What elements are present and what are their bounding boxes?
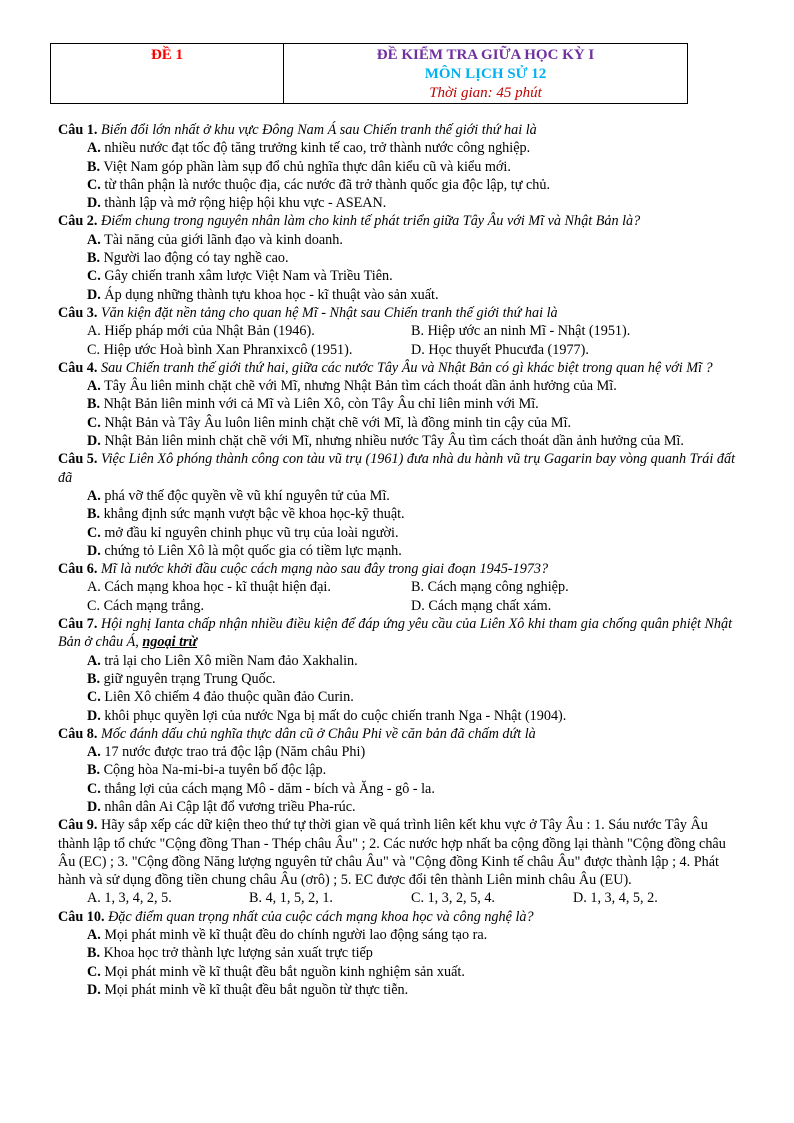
question-number: Câu 5.	[58, 451, 98, 468]
question-stem: Việc Liên Xô phóng thành công con tàu vũ trụ (1961) đưa nhà du hành vũ trụ Gagarin bay vòng quanh Trái đất đã	[58, 451, 736, 486]
option-c: C. Hiệp ước Hoà bình Xan Phranxixcô (1951).	[87, 341, 353, 358]
option-a: A. nhiều nước đạt tốc độ tăng trưởng kinh tế cao, trở thành nước công nghiệp.	[87, 140, 531, 157]
question-stem: Hãy sắp xếp các dữ kiện theo thứ tự thời gian về quá trình liên kết khu vực ở Tây Âu : 1. Sáu nước Tây Âu thành lập tổ chức "Cộng đồng Than - Thép châu Âu" ; 2. Các nước hợp nhất ba cộng đồng lại thành "Cộng đồng châu Âu (EC) ; 3. "Cộng đồng Năng lượng nguyên tử châu Âu" và "Cộng đồng Kinh tế châu Âu" được thành lập ; 4. Phát hành và sử dụng đồng tiền chung châu Âu (ơrô) ; 5. EC được đổi tên thành Liên minh châu Âu (EU).	[58, 817, 726, 889]
question-stem: Sau Chiến tranh thế giới thứ hai, giữa các nước Tây Âu và Nhật Bản có gì khác biệt trong quan hệ với Mĩ ?	[100, 359, 713, 376]
question-number: Câu 2.	[58, 213, 98, 230]
option-b: B. Nhật Bản liên minh với cả Mĩ và Liên Xô, còn Tây Âu chỉ liên minh với Mĩ.	[87, 396, 539, 413]
option-a: A. Cách mạng khoa học - kĩ thuật hiện đại.	[87, 579, 331, 596]
question-number: Câu 7.	[58, 616, 98, 633]
question-number: Câu 8.	[58, 725, 98, 742]
exam-duration: Thời gian: 45 phút	[429, 85, 542, 101]
option-c: C. Liên Xô chiếm 4 đảo thuộc quần đảo Curin.	[87, 689, 354, 706]
option-d: D. thành lập và mở rộng hiệp hội khu vực - ASEAN.	[87, 195, 387, 212]
option-c: C. Nhật Bản và Tây Âu luôn liên minh chặt chẽ với Mĩ, là đồng minh tin cậy của Mĩ.	[87, 414, 572, 431]
exam-title-block	[284, 44, 687, 103]
option-row	[58, 578, 738, 596]
question-5	[58, 450, 738, 487]
option-c: C. Mọi phát minh về kĩ thuật đều bắt nguồn kinh nghiệm sản xuất.	[87, 963, 465, 980]
option-a: A. Tài năng của giới lãnh đạo và kinh doanh.	[87, 231, 343, 248]
question-number: Câu 9.	[58, 817, 98, 834]
option-d: D. Mọi phát minh về kĩ thuật đều bắt nguồn từ thực tiễn.	[87, 981, 409, 998]
option-d: D. Học thuyết Phucưđa (1977).	[411, 341, 589, 358]
option-c: C. thắng lợi của cách mạng Mô - dăm - bích và Ăng - gô - la.	[87, 780, 435, 797]
question-stem: Điểm chung trong nguyên nhân làm cho kinh tế phát triển giữa Tây Âu với Mĩ và Nhật Bản là?	[100, 213, 641, 230]
option-b: B. Hiệp ước an ninh Mĩ - Nhật (1951).	[411, 323, 631, 340]
option-b: B. Khoa học trở thành lực lượng sản xuất trực tiếp	[87, 945, 373, 962]
question-3	[58, 304, 738, 322]
question-1	[58, 121, 738, 139]
option-d: D. 1, 3, 4, 5, 2.	[573, 890, 658, 907]
option-d: D. Áp dụng những thành tựu khoa học - kĩ thuật vào sản xuất.	[87, 286, 439, 303]
option-a: A. phá vỡ thế độc quyền về vũ khí nguyên tử của Mĩ.	[87, 487, 390, 504]
option-d: D. nhân dân Ai Cập lật đổ vương triều Pha-rúc.	[87, 798, 356, 815]
option-row	[58, 322, 738, 340]
option-b: B. giữ nguyên trạng Trung Quốc.	[87, 670, 276, 687]
option-a: A. Hiếp pháp mới của Nhật Bản (1946).	[87, 323, 315, 340]
option-d: D. chứng tỏ Liên Xô là một quốc gia có tiềm lực mạnh.	[87, 542, 402, 559]
option-b: B. Việt Nam góp phần làm sụp đổ chủ nghĩa thực dân kiểu cũ và kiểu mới.	[87, 158, 511, 175]
option-a: A. Tây Âu liên minh chặt chẽ với Mĩ, nhưng Nhật Bản tìm cách thoát dần ảnh hưởng của Mĩ.	[87, 378, 617, 395]
exam-header-table	[50, 43, 688, 104]
question-9	[58, 816, 738, 889]
question-6	[58, 560, 738, 578]
question-10	[58, 908, 738, 926]
question-list	[58, 121, 738, 999]
question-number: Câu 6.	[58, 561, 98, 578]
option-a: A. trả lại cho Liên Xô miền Nam đảo Xakhalin.	[87, 652, 358, 669]
question-emphasis: ngoại trừ	[142, 634, 198, 651]
exam-subject: MÔN LỊCH SỬ 12	[424, 66, 547, 82]
option-row	[58, 341, 738, 359]
question-4	[58, 359, 738, 377]
option-b: B. Người lao động có tay nghề cao.	[87, 250, 289, 267]
option-c: C. mở đầu kỉ nguyên chinh phục vũ trụ của loài người.	[87, 524, 399, 541]
question-stem: Đặc điểm quan trọng nhất của cuộc cách mạng khoa học và công nghệ là?	[108, 908, 534, 925]
question-stem: Văn kiện đặt nền tảng cho quan hệ Mĩ - Nhật sau Chiến tranh thế giới thứ hai là	[100, 304, 558, 321]
option-a: A. 1, 3, 4, 2, 5.	[87, 890, 172, 907]
exam-code: ĐỀ 1	[51, 44, 284, 103]
option-row	[58, 597, 738, 615]
option-c: C. Cách mạng trắng.	[87, 597, 205, 614]
option-c: C. từ thân phận là nước thuộc địa, các nước đã trở thành quốc gia độc lập, tự chủ.	[87, 176, 550, 193]
question-number: Câu 4.	[58, 359, 98, 376]
option-b: B. 4, 1, 5, 2, 1.	[249, 890, 333, 907]
question-number: Câu 10.	[58, 908, 105, 925]
question-number: Câu 1.	[58, 122, 98, 138]
question-stem: Biến đổi lớn nhất ở khu vực Đông Nam Á sau Chiến tranh thế giới thứ hai là	[100, 122, 537, 138]
question-8	[58, 725, 738, 743]
option-a: A. 17 nước được trao trả độc lập (Năm châu Phi)	[87, 744, 366, 761]
option-c: C. Gây chiến tranh xâm lược Việt Nam và Triều Tiên.	[87, 268, 393, 285]
question-number: Câu 3.	[58, 304, 98, 321]
option-b: B. Cách mạng công nghiệp.	[411, 579, 569, 596]
option-b: B. khẳng định sức mạnh vượt bậc về khoa học-kỹ thuật.	[87, 506, 405, 523]
question-stem: Hội nghị Ianta chấp nhận nhiều điều kiện để đáp ứng yêu cầu của Liên Xô khi tham gia chống quân phiệt Nhật Bản ở châu Á,	[58, 616, 733, 651]
question-2	[58, 212, 738, 230]
option-d: D. Nhật Bản liên minh chặt chẽ với Mĩ, nhưng nhiều nước Tây Âu tìm cách thoát dần ảnh hưởng của Mĩ.	[87, 433, 684, 450]
question-7	[58, 615, 738, 652]
option-d: D. Cách mạng chất xám.	[411, 597, 552, 614]
option-b: B. Cộng hòa Na-mi-bi-a tuyên bố độc lập.	[87, 762, 327, 779]
option-c: C. 1, 3, 2, 5, 4.	[411, 890, 495, 907]
option-row	[58, 889, 738, 907]
option-d: D. khôi phục quyền lợi của nước Nga bị mất do cuộc chiến tranh Nga - Nhật (1904).	[87, 707, 567, 724]
exam-title: ĐỀ KIỂM TRA GIỮA HỌC KỲ I	[376, 47, 595, 63]
question-stem: Mốc đánh dấu chủ nghĩa thực dân cũ ở Châu Phi về căn bản đã chấm dứt là	[100, 725, 536, 742]
option-a: A. Mọi phát minh về kĩ thuật đều do chính người lao động sáng tạo ra.	[87, 927, 488, 944]
question-stem: Mĩ là nước khởi đầu cuộc cách mạng nào sau đây trong giai đoạn 1945-1973?	[100, 561, 549, 578]
